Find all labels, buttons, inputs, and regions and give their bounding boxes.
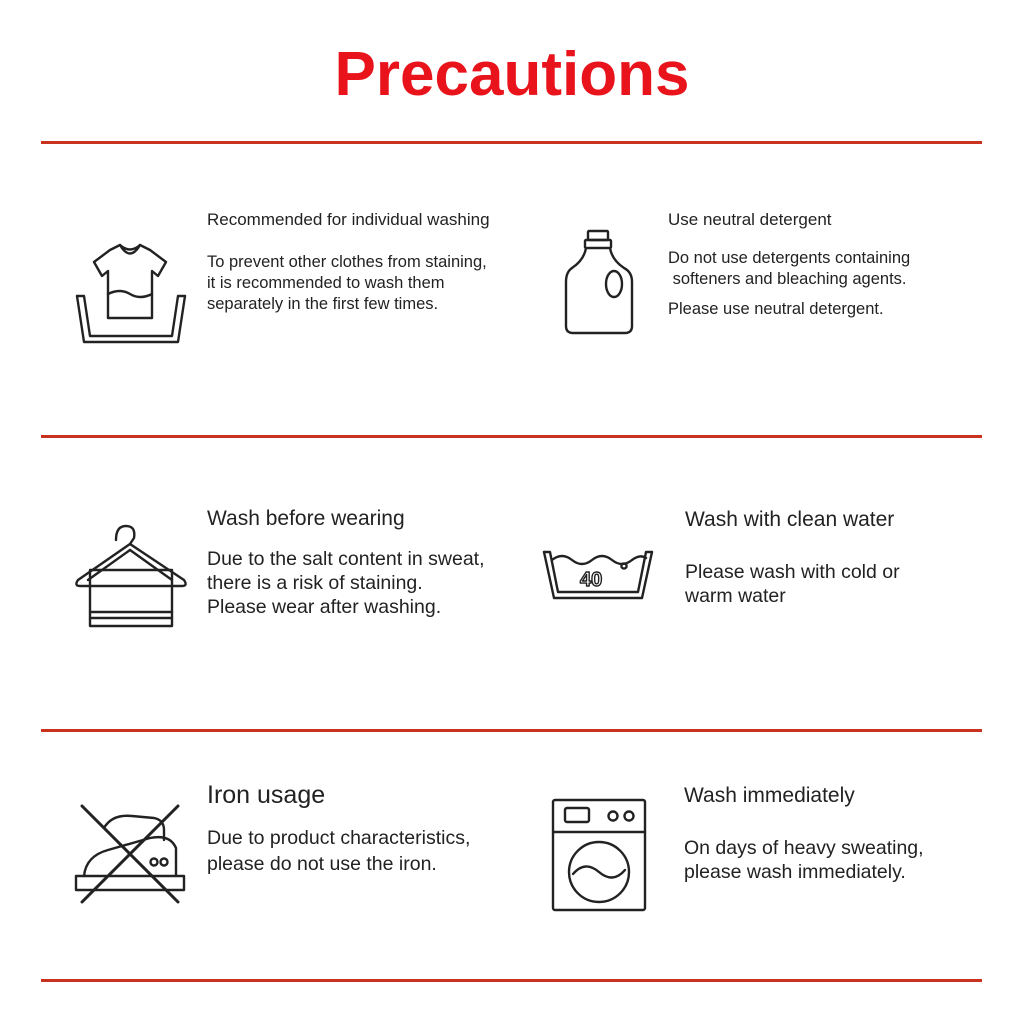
towel-hanger-icon xyxy=(72,520,190,632)
divider-bottom xyxy=(41,979,982,982)
no-iron-icon xyxy=(72,800,188,908)
section-individual-washing xyxy=(207,210,490,315)
washing-machine-icon xyxy=(551,798,647,914)
section-line: Please wear after washing. xyxy=(207,596,442,618)
divider-top xyxy=(41,141,982,144)
section-line: there is a risk of staining. xyxy=(207,572,423,594)
section-heading: Recommended for individual washing xyxy=(207,210,490,229)
section-line: Please wash with cold or xyxy=(685,561,900,583)
section-heading: Wash with clean water xyxy=(685,508,895,531)
divider-row-1 xyxy=(41,435,982,438)
section-heading: Wash immediately xyxy=(684,784,855,807)
section-heading: Use neutral detergent xyxy=(668,210,832,229)
tshirt-in-basin-icon xyxy=(72,238,192,346)
section-line: please wash immediately. xyxy=(684,861,906,883)
section-wash-immediately xyxy=(684,784,924,884)
section-line: On days of heavy sweating, xyxy=(684,837,924,859)
section-line: Do not use detergents containing xyxy=(668,249,911,267)
section-line: Due to product characteristics, xyxy=(207,827,471,849)
section-heading: Iron usage xyxy=(207,781,326,809)
section-line: Please use neutral detergent. xyxy=(668,300,884,318)
temperature-label: 40 xyxy=(580,569,603,591)
wash-basin-40-icon xyxy=(540,546,656,606)
section-heading: Wash before wearing xyxy=(207,507,405,530)
section-line: it is recommended to wash them xyxy=(207,274,445,292)
section-line: Due to the salt content in sweat, xyxy=(207,548,485,570)
page-title: Precautions xyxy=(334,40,690,109)
section-line: To prevent other clothes from staining, xyxy=(207,253,487,271)
section-neutral-detergent xyxy=(668,210,910,320)
section-line: softeners and bleaching agents. xyxy=(668,270,907,288)
divider-row-2 xyxy=(41,729,982,732)
section-wash-before-wearing xyxy=(207,507,485,619)
section-iron-usage xyxy=(207,781,470,877)
section-line: warm water xyxy=(685,585,786,607)
section-clean-water xyxy=(685,508,900,608)
detergent-bottle-icon xyxy=(562,228,636,338)
section-line: separately in the first few times. xyxy=(207,295,439,313)
section-line: please do not use the iron. xyxy=(207,853,437,875)
